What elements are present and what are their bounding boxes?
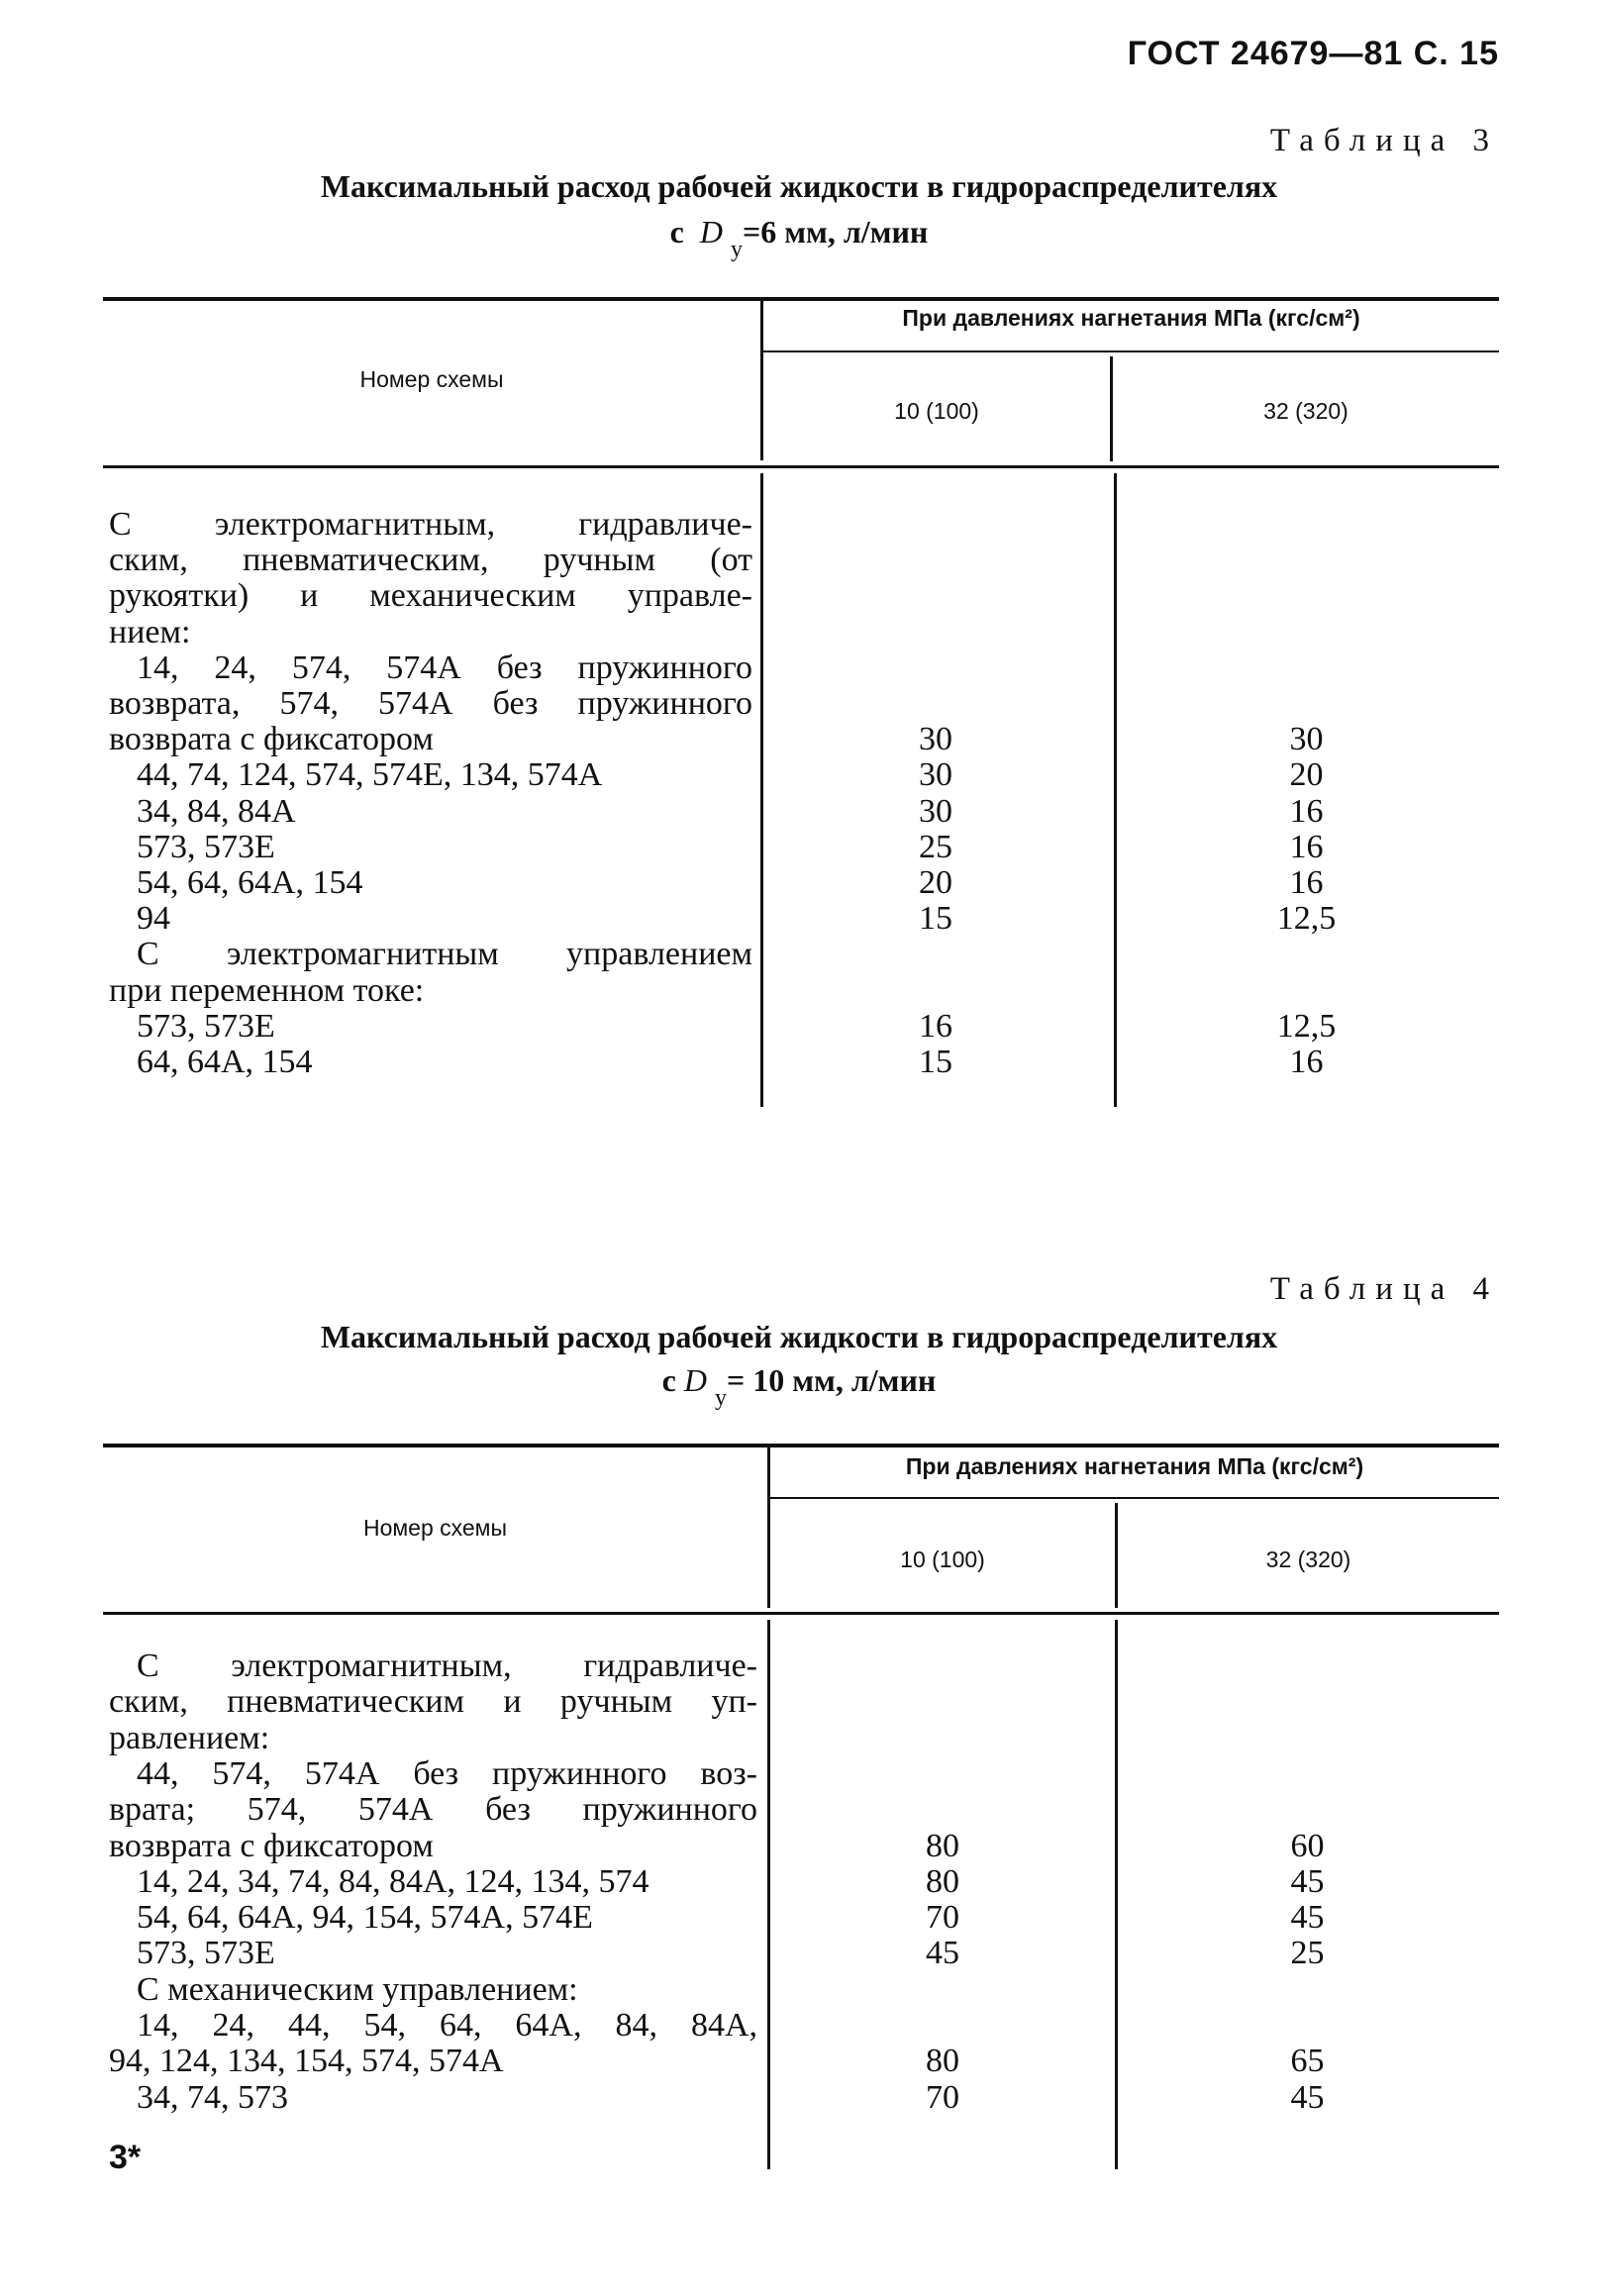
row-value-p2: 12,5 (1276, 900, 1337, 938)
column-header-scheme: Номер схемы (362, 1515, 508, 1541)
row-value-p2: 16 (1289, 828, 1324, 865)
row-scheme-text: рукоятки) и механическим управле- (109, 577, 752, 615)
row-value-p1: 16 (919, 1007, 952, 1045)
column-header-p1: 10 (100) (894, 398, 979, 424)
table-title: Максимальный расход рабочей жидкости в гидрораспределителях (320, 168, 1278, 204)
table-title: Максимальный расход рабочей жидкости в гидрораспределителях (320, 1319, 1278, 1354)
row-scheme-text: С электромагнитным, гидравличе- (109, 506, 752, 543)
row-value-p1: 80 (926, 1827, 959, 1864)
header-bottom-rule (103, 1612, 1499, 1615)
row-scheme-text: 94, 124, 134, 154, 574, 574А (109, 2043, 504, 2080)
table-subtitle: с D $_у$=6 мм, л/мин (669, 214, 929, 262)
row-scheme-text: возврата с фиксатором (109, 721, 434, 758)
row-value-p2: 60 (1290, 1827, 1325, 1864)
row-value-p2: 25 (1290, 1935, 1325, 1972)
column-header-p1: 10 (100) (900, 1547, 985, 1572)
row-value-p2: 16 (1289, 1044, 1324, 1080)
table-label: Таблица 3 (1269, 123, 1499, 158)
row-value-p1: 70 (926, 1899, 959, 1937)
row-scheme-text: 14, 24, 44, 54, 64, 64А, 84, 84А, (137, 2007, 757, 2044)
row-scheme-text: при переменном токе: (109, 971, 425, 1009)
page-header: ГОСТ 24679—81 С. 15 (1127, 35, 1499, 72)
row-scheme-text: 94 (137, 900, 170, 938)
row-value-p2: 45 (1290, 1862, 1325, 1900)
table-subtitle: с D $_у$= 10 мм, л/мин (661, 1362, 937, 1411)
page-footer: 3* (109, 2139, 142, 2176)
row-value-p1: 30 (919, 721, 952, 758)
column-header-p2: 32 (320) (1265, 1547, 1351, 1572)
column-header-pressure: При давлениях нагнетания МПа (кгс/см²) (902, 305, 1360, 331)
row-value-p1: 80 (926, 1862, 959, 1900)
column-header-p2: 32 (320) (1263, 398, 1348, 424)
row-value-p2: 12,5 (1276, 1007, 1337, 1045)
row-scheme-text: 573, 573Е (137, 828, 275, 865)
row-scheme-text: 44, 74, 124, 574, 574Е, 134, 574А (137, 756, 603, 794)
row-scheme-text: 573, 573Е (137, 1935, 275, 1972)
row-value-p1: 15 (919, 1044, 952, 1080)
column-header-pressure: При давлениях нагнетания МПа (кгс/см²) (905, 1453, 1364, 1479)
column-header-scheme: Номер схемы (359, 366, 504, 392)
row-scheme-text: ским, пневматическим и ручным уп- (109, 1683, 757, 1721)
row-scheme-text: С электромагнитным, гидравличе- (137, 1647, 757, 1684)
row-value-p2: 45 (1290, 2078, 1325, 2116)
row-value-p1: 20 (919, 864, 952, 901)
row-scheme-text: 44, 574, 574А без пружинного воз- (137, 1754, 757, 1792)
header-divider (769, 1497, 1499, 1499)
row-value-p1: 45 (926, 1935, 959, 1972)
row-scheme-text: 54, 64, 64А, 94, 154, 574А, 574Е (137, 1899, 593, 1937)
row-scheme-text: С механическим управлением: (137, 1970, 578, 2008)
row-scheme-text: нием: (109, 613, 191, 650)
row-value-p1: 15 (919, 900, 952, 938)
table-top-rule (103, 297, 1499, 301)
row-scheme-text: 14, 24, 574, 574А без пружинного (137, 649, 752, 686)
row-scheme-text: 34, 74, 573 (137, 2078, 288, 2116)
row-value-p1: 25 (919, 828, 952, 865)
header-bottom-rule (103, 465, 1499, 468)
row-scheme-text: возврата с фиксатором (109, 1827, 434, 1864)
table-top-rule (103, 1444, 1499, 1447)
row-scheme-text: 64, 64А, 154 (137, 1044, 313, 1080)
header-divider (762, 350, 1499, 352)
row-value-p1: 30 (919, 756, 952, 794)
row-value-p1: 80 (926, 2043, 959, 2080)
row-value-p2: 16 (1289, 792, 1324, 830)
row-scheme-text: 34, 84, 84А (137, 792, 296, 830)
row-value-p2: 45 (1290, 1899, 1325, 1937)
row-scheme-text: 573, 573Е (137, 1007, 275, 1045)
row-scheme-text: 54, 64, 64А, 154 (137, 864, 363, 901)
row-scheme-text: С электромагнитным управлением (137, 936, 752, 973)
row-scheme-text: 14, 24, 34, 74, 84, 84А, 124, 134, 574 (137, 1862, 649, 1900)
row-scheme-text: равлением: (109, 1719, 270, 1756)
row-scheme-text: ским, пневматическим, ручным (от (109, 542, 752, 579)
row-value-p2: 30 (1289, 721, 1324, 758)
row-value-p2: 16 (1289, 864, 1324, 901)
table-label: Таблица 4 (1269, 1271, 1499, 1307)
row-scheme-text: возврата, 574, 574А без пружинного (109, 685, 752, 722)
row-value-p1: 30 (919, 792, 952, 830)
row-value-p1: 70 (926, 2078, 959, 2116)
row-value-p2: 65 (1290, 2043, 1325, 2080)
row-scheme-text: врата; 574, 574А без пружинного (109, 1791, 757, 1829)
row-value-p2: 20 (1289, 756, 1324, 794)
